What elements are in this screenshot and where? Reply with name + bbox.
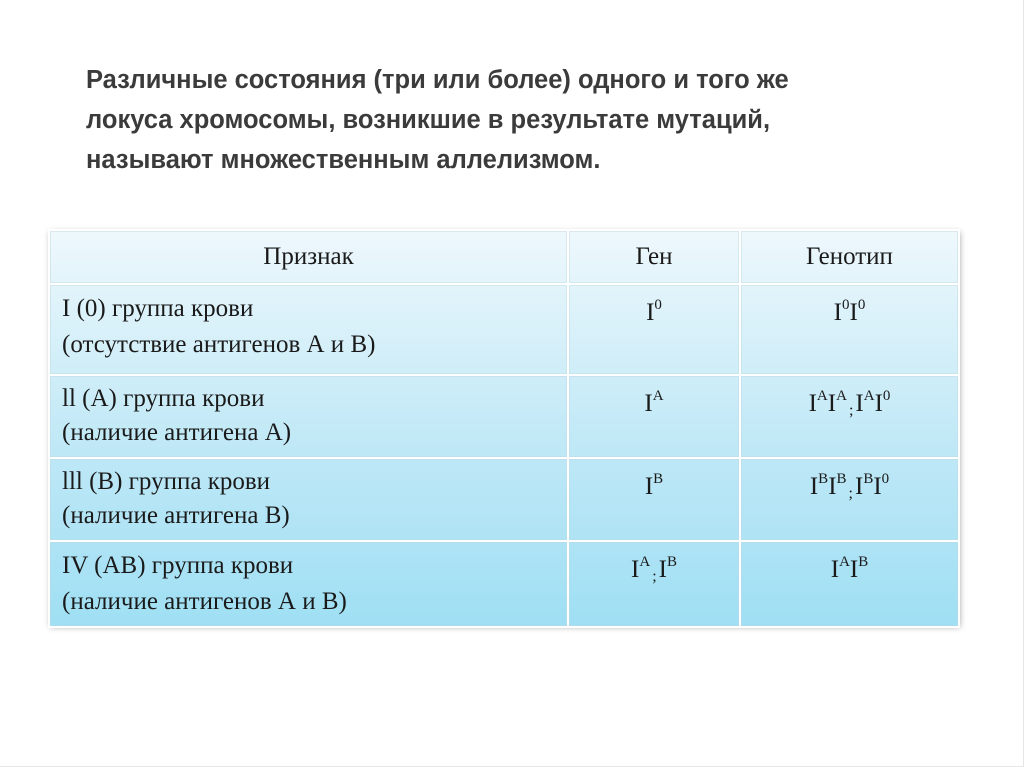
allele-symbol (855, 473, 873, 500)
allele-base: I (646, 299, 655, 326)
allele-base: I (644, 390, 653, 417)
allele-symbol (834, 299, 850, 326)
allele-symbol (659, 556, 677, 583)
table-row (49, 458, 959, 541)
allele-symbol (810, 473, 828, 500)
allele-superscript: B (818, 471, 829, 487)
table-header-row (49, 230, 959, 284)
blood-group-table (48, 229, 960, 628)
allele-symbol (850, 556, 868, 583)
genotype-cell (740, 541, 959, 627)
allele-superscript: B (666, 554, 677, 570)
trait-name: lll (В) группа крови (62, 468, 271, 495)
allele-superscript: 0 (857, 297, 866, 313)
allele-base: I (855, 390, 864, 417)
allele-base: I (809, 473, 819, 500)
allele-superscript: A (836, 388, 847, 404)
allele-base: I (808, 390, 817, 417)
gene-cell (568, 375, 740, 458)
allele-base: I (827, 390, 837, 417)
allele-superscript: 0 (881, 471, 890, 487)
allele-symbol (875, 390, 891, 417)
blood-group-table-container (48, 229, 958, 624)
allele-superscript: A (652, 388, 664, 404)
allele-symbol (873, 473, 889, 500)
heading-line: локуса хромосомы, возникшие в результате мутаций, (86, 106, 771, 134)
allele-superscript: A (839, 554, 850, 570)
allele-symbol (631, 556, 650, 583)
allele-separator: ; (848, 402, 854, 419)
column-header-genotype: Генотип (740, 230, 959, 284)
allele-symbol (809, 390, 828, 417)
allele-superscript: B (858, 554, 869, 570)
table-row (49, 541, 959, 627)
heading-line: Различные состояния (три или более) одного и того же (86, 66, 789, 94)
allele-symbol (645, 473, 663, 500)
gene-cell (568, 284, 740, 375)
allele-base: I (854, 473, 864, 500)
allele-superscript: A (816, 388, 828, 404)
allele-separator: ; (652, 568, 657, 585)
genotype-cell (740, 375, 959, 458)
trait-description: (отсутствие антигенов А и В) (62, 331, 376, 358)
allele-symbol (850, 299, 866, 326)
table-row (49, 284, 959, 375)
trait-cell (49, 284, 568, 375)
allele-superscript: A (639, 554, 651, 570)
allele-base: I (830, 556, 840, 583)
allele-base: I (658, 556, 667, 583)
trait-description: (наличие антигена А) (62, 419, 292, 446)
trait-cell (49, 375, 568, 458)
allele-base: I (874, 390, 883, 417)
allele-symbol (831, 556, 850, 583)
slide-heading (86, 60, 966, 180)
genotype-cell (740, 458, 959, 541)
allele-symbol (855, 390, 874, 417)
allele-superscript: B (653, 471, 664, 487)
allele-symbol (828, 390, 847, 417)
allele-superscript: B (836, 471, 847, 487)
trait-cell (49, 541, 568, 627)
trait-description: (наличие антигенов А и В) (62, 588, 347, 615)
trait-name: IV (АВ) группа крови (62, 552, 294, 579)
allele-base: I (644, 473, 654, 500)
allele-superscript: 0 (882, 388, 891, 404)
allele-base: I (631, 556, 640, 583)
allele-base: I (873, 473, 882, 500)
gene-cell (568, 458, 740, 541)
allele-symbol (828, 473, 846, 500)
column-header-trait: Признак (49, 230, 568, 284)
allele-superscript: 0 (842, 297, 850, 313)
allele-superscript: 0 (654, 297, 662, 313)
trait-description: (наличие антигена В) (62, 502, 290, 529)
table-row (49, 375, 959, 458)
column-header-gene: Ген (568, 230, 740, 284)
allele-symbol (644, 390, 663, 417)
allele-base: I (849, 299, 858, 326)
trait-name: ll (А) группа крови (62, 385, 265, 412)
allele-base: I (828, 473, 837, 500)
heading-line: называют множественным аллелизмом. (86, 146, 601, 174)
trait-name: I (0) группа крови (62, 295, 254, 322)
allele-symbol (646, 299, 662, 326)
gene-cell (568, 541, 740, 627)
allele-base: I (849, 556, 859, 583)
allele-superscript: B (863, 471, 874, 487)
genotype-cell (740, 284, 959, 375)
allele-superscript: A (863, 388, 875, 404)
allele-separator: ; (848, 485, 853, 502)
allele-base: I (833, 299, 842, 326)
trait-cell (49, 458, 568, 541)
